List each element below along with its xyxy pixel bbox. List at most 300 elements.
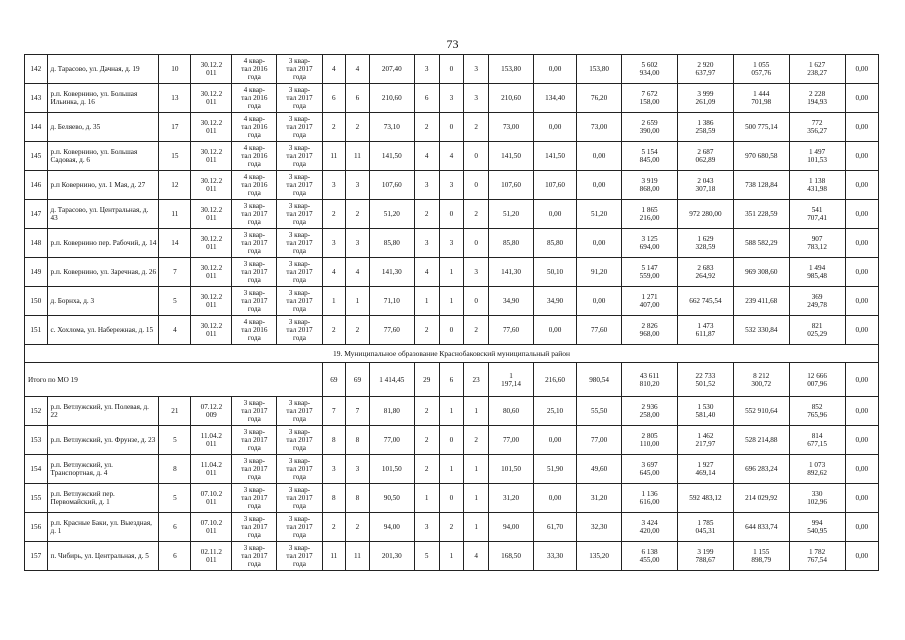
cell-area-2: 107,60 xyxy=(534,171,577,200)
cell-date: 30.12.2 011 xyxy=(191,200,232,229)
cell-quarter-end: 3 квар- тал 2017 года xyxy=(277,542,322,571)
cell-total-area: 51,20 xyxy=(369,200,414,229)
cell-quarter-end: 3 квар- тал 2017 года xyxy=(277,258,322,287)
total-cell-a: 69 xyxy=(322,363,346,397)
cell-cost-fund: 592 483,12 xyxy=(677,484,733,513)
cell-row-number: 145 xyxy=(25,142,48,171)
cell-date: 30.12.2 011 xyxy=(191,84,232,113)
cell-count-a: 2 xyxy=(322,200,346,229)
cell-quarter-start: 4 квар- тал 2016 года xyxy=(232,316,277,345)
cell-area-1: 73,00 xyxy=(488,113,533,142)
cell-area-3: 76,20 xyxy=(577,84,622,113)
cell-cost-other: 0,00 xyxy=(845,229,878,258)
cell-area-2: 34,90 xyxy=(534,287,577,316)
cell-count-a: 8 xyxy=(322,484,346,513)
cell-year-built: 14 xyxy=(159,229,191,258)
cell-address: р.п. Ветлужский пер. Первомайский, д. 1 xyxy=(47,484,159,513)
cell-year-built: 21 xyxy=(159,397,191,426)
cell-quarter-start: 3 квар- тал 2017 года xyxy=(232,397,277,426)
cell-count-a: 2 xyxy=(322,513,346,542)
cell-cost-fund: 2 683 264,92 xyxy=(677,258,733,287)
total-cell-b: 69 xyxy=(346,363,370,397)
cell-area-3: 0,00 xyxy=(577,229,622,258)
cell-address: р.п. Ветлужский, ул. Фрунзе, д. 23 xyxy=(47,426,159,455)
cell-count-d: 1 xyxy=(439,258,464,287)
cell-quarter-start: 4 квар- тал 2016 года xyxy=(232,55,277,84)
table-row xyxy=(25,287,879,316)
cell-count-d: 0 xyxy=(439,113,464,142)
cell-count-e: 2 xyxy=(464,316,489,345)
cell-address: р.п Ковернино, ул. 1 Мая, д. 27 xyxy=(47,171,159,200)
cell-year-built: 5 xyxy=(159,484,191,513)
cell-count-a: 2 xyxy=(322,316,346,345)
cell-cost-fund: 1 785 045,31 xyxy=(677,513,733,542)
cell-cost-region: 969 308,60 xyxy=(733,258,789,287)
cell-area-2: 0,00 xyxy=(534,200,577,229)
cell-quarter-end: 3 квар- тал 2017 года xyxy=(277,142,322,171)
cell-area-2: 0,00 xyxy=(534,113,577,142)
cell-cost-local: 330 102,96 xyxy=(789,484,845,513)
cell-cost-fund: 662 745,54 xyxy=(677,287,733,316)
cell-count-a: 7 xyxy=(322,397,346,426)
total-cell-s2: 216,60 xyxy=(534,363,577,397)
cell-count-b: 7 xyxy=(346,397,370,426)
cell-area-2: 0,00 xyxy=(534,426,577,455)
cell-quarter-start: 4 квар- тал 2016 года xyxy=(232,113,277,142)
cell-row-number: 149 xyxy=(25,258,48,287)
cell-count-c: 2 xyxy=(414,113,439,142)
cell-count-b: 6 xyxy=(346,84,370,113)
total-cell-z: 0,00 xyxy=(845,363,878,397)
table-row xyxy=(25,200,879,229)
cell-count-e: 2 xyxy=(464,426,489,455)
total-cell-m2: 22 733 501,52 xyxy=(677,363,733,397)
cell-count-c: 3 xyxy=(414,513,439,542)
cell-count-c: 1 xyxy=(414,484,439,513)
cell-quarter-end: 3 квар- тал 2017 года xyxy=(277,397,322,426)
cell-count-b: 8 xyxy=(346,426,370,455)
cell-cost-local: 852 765,96 xyxy=(789,397,845,426)
cell-cost-local: 1 073 892,62 xyxy=(789,455,845,484)
cell-count-e: 1 xyxy=(464,513,489,542)
cell-cost-local: 369 249,78 xyxy=(789,287,845,316)
cell-area-3: 73,00 xyxy=(577,113,622,142)
cell-cost-total: 1 271 407,00 xyxy=(622,287,678,316)
cell-count-d: 1 xyxy=(439,455,464,484)
cell-count-b: 4 xyxy=(346,55,370,84)
cell-address: р.п. Ветлужский, ул. Транспортная, д. 4 xyxy=(47,455,159,484)
table-row xyxy=(25,171,879,200)
cell-quarter-start: 3 квар- тал 2017 года xyxy=(232,542,277,571)
cell-total-area: 85,80 xyxy=(369,229,414,258)
cell-total-area: 73,10 xyxy=(369,113,414,142)
cell-date: 11.04.2 011 xyxy=(191,455,232,484)
cell-quarter-end: 3 квар- тал 2017 года xyxy=(277,113,322,142)
cell-count-d: 4 xyxy=(439,142,464,171)
cell-total-area: 77,60 xyxy=(369,316,414,345)
cell-count-b: 3 xyxy=(346,171,370,200)
cell-count-e: 0 xyxy=(464,287,489,316)
table-row xyxy=(25,542,879,571)
cell-total-area: 107,60 xyxy=(369,171,414,200)
cell-area-3: 0,00 xyxy=(577,171,622,200)
cell-area-1: 153,80 xyxy=(488,55,533,84)
cell-cost-local: 1 497 101,53 xyxy=(789,142,845,171)
cell-count-a: 1 xyxy=(322,287,346,316)
cell-count-d: 1 xyxy=(439,397,464,426)
cell-count-c: 2 xyxy=(414,316,439,345)
cell-cost-region: 351 228,59 xyxy=(733,200,789,229)
cell-cost-fund: 3 999 261,09 xyxy=(677,84,733,113)
cell-count-a: 3 xyxy=(322,455,346,484)
cell-count-b: 2 xyxy=(346,200,370,229)
cell-cost-fund: 2 920 637,97 xyxy=(677,55,733,84)
cell-total-area: 77,00 xyxy=(369,426,414,455)
cell-count-d: 0 xyxy=(439,316,464,345)
cell-year-built: 6 xyxy=(159,513,191,542)
cell-count-a: 3 xyxy=(322,171,346,200)
cell-count-e: 3 xyxy=(464,258,489,287)
cell-area-2: 33,30 xyxy=(534,542,577,571)
table-body xyxy=(25,55,879,571)
cell-count-e: 1 xyxy=(464,455,489,484)
cell-cost-other: 0,00 xyxy=(845,84,878,113)
cell-total-area: 201,30 xyxy=(369,542,414,571)
cell-cost-fund: 3 199 788,67 xyxy=(677,542,733,571)
cell-count-d: 3 xyxy=(439,229,464,258)
cell-cost-total: 2 826 968,00 xyxy=(622,316,678,345)
total-cell-c: 29 xyxy=(414,363,439,397)
cell-area-1: 141,50 xyxy=(488,142,533,171)
cell-quarter-start: 3 квар- тал 2017 года xyxy=(232,484,277,513)
cell-year-built: 5 xyxy=(159,426,191,455)
cell-cost-other: 0,00 xyxy=(845,55,878,84)
cell-cost-region: 1 055 057,76 xyxy=(733,55,789,84)
cell-cost-fund: 2 043 307,18 xyxy=(677,171,733,200)
cell-address: д. Тарасово, ул. Дачная, д. 19 xyxy=(47,55,159,84)
cell-row-number: 146 xyxy=(25,171,48,200)
cell-count-b: 8 xyxy=(346,484,370,513)
cell-area-1: 34,90 xyxy=(488,287,533,316)
cell-cost-other: 0,00 xyxy=(845,171,878,200)
cell-row-number: 153 xyxy=(25,426,48,455)
cell-date: 30.12.2 011 xyxy=(191,55,232,84)
cell-quarter-end: 3 квар- тал 2017 года xyxy=(277,229,322,258)
cell-row-number: 142 xyxy=(25,55,48,84)
cell-count-c: 6 xyxy=(414,84,439,113)
cell-cost-other: 0,00 xyxy=(845,513,878,542)
cell-cost-fund: 1 530 581,40 xyxy=(677,397,733,426)
cell-cost-local: 1 627 238,27 xyxy=(789,55,845,84)
cell-cost-total: 1 865 216,00 xyxy=(622,200,678,229)
total-cell-e: 23 xyxy=(464,363,489,397)
cell-area-2: 0,00 xyxy=(534,484,577,513)
cell-count-e: 1 xyxy=(464,397,489,426)
cell-address: р.п. Ветлужский, ул. Полевая, д. 22 xyxy=(47,397,159,426)
cell-total-area: 141,50 xyxy=(369,142,414,171)
cell-year-built: 8 xyxy=(159,455,191,484)
table-row xyxy=(25,397,879,426)
cell-area-2: 141,50 xyxy=(534,142,577,171)
cell-area-1: 107,60 xyxy=(488,171,533,200)
cell-row-number: 157 xyxy=(25,542,48,571)
cell-total-area: 141,30 xyxy=(369,258,414,287)
total-cell-s1: 1 197,14 xyxy=(488,363,533,397)
cell-count-d: 0 xyxy=(439,484,464,513)
cell-count-c: 3 xyxy=(414,229,439,258)
cell-area-3: 77,60 xyxy=(577,316,622,345)
cell-address: д. Тарасово, ул. Центральная, д. 43 xyxy=(47,200,159,229)
cell-address: р.п. Ковернино пер. Рабочий, д. 14 xyxy=(47,229,159,258)
cell-cost-total: 6 138 455,00 xyxy=(622,542,678,571)
cell-year-built: 5 xyxy=(159,287,191,316)
cell-count-e: 2 xyxy=(464,113,489,142)
cell-total-area: 101,50 xyxy=(369,455,414,484)
table-row xyxy=(25,426,879,455)
cell-cost-other: 0,00 xyxy=(845,426,878,455)
cell-cost-total: 5 147 559,00 xyxy=(622,258,678,287)
cell-cost-fund: 1 462 217,97 xyxy=(677,426,733,455)
cell-count-d: 0 xyxy=(439,200,464,229)
cell-date: 30.12.2 011 xyxy=(191,287,232,316)
cell-count-c: 4 xyxy=(414,258,439,287)
cell-cost-fund: 2 687 062,89 xyxy=(677,142,733,171)
cell-count-a: 4 xyxy=(322,55,346,84)
cell-count-b: 2 xyxy=(346,513,370,542)
table-row xyxy=(25,142,879,171)
cell-cost-fund: 972 280,00 xyxy=(677,200,733,229)
cell-row-number: 155 xyxy=(25,484,48,513)
cell-total-area: 210,60 xyxy=(369,84,414,113)
cell-count-a: 3 xyxy=(322,229,346,258)
cell-area-3: 0,00 xyxy=(577,287,622,316)
cell-cost-local: 1 494 985,48 xyxy=(789,258,845,287)
cell-year-built: 12 xyxy=(159,171,191,200)
cell-area-1: 85,80 xyxy=(488,229,533,258)
total-cell-s3: 980,54 xyxy=(577,363,622,397)
cell-count-b: 1 xyxy=(346,287,370,316)
cell-cost-region: 588 582,29 xyxy=(733,229,789,258)
cell-count-b: 2 xyxy=(346,113,370,142)
cell-count-d: 3 xyxy=(439,84,464,113)
cell-quarter-start: 3 квар- тал 2017 года xyxy=(232,200,277,229)
cell-row-number: 144 xyxy=(25,113,48,142)
cell-year-built: 10 xyxy=(159,55,191,84)
total-cell-m1: 43 611 810,20 xyxy=(622,363,678,397)
cell-count-b: 3 xyxy=(346,229,370,258)
cell-cost-fund: 1 473 611,87 xyxy=(677,316,733,345)
cell-count-a: 8 xyxy=(322,426,346,455)
cell-area-2: 51,90 xyxy=(534,455,577,484)
cell-address: п. Чибирь, ул. Центральная, д. 5 xyxy=(47,542,159,571)
cell-cost-local: 821 025,29 xyxy=(789,316,845,345)
cell-area-1: 141,30 xyxy=(488,258,533,287)
cell-date: 30.12.2 011 xyxy=(191,142,232,171)
cell-count-a: 11 xyxy=(322,142,346,171)
table-row xyxy=(25,513,879,542)
cell-date: 30.12.2 011 xyxy=(191,113,232,142)
cell-area-3: 135,20 xyxy=(577,542,622,571)
table-row xyxy=(25,84,879,113)
cell-cost-region: 696 283,24 xyxy=(733,455,789,484)
cell-year-built: 11 xyxy=(159,200,191,229)
cell-cost-local: 2 228 194,93 xyxy=(789,84,845,113)
cell-cost-region: 500 775,14 xyxy=(733,113,789,142)
cell-quarter-start: 3 квар- тал 2017 года xyxy=(232,258,277,287)
cell-cost-other: 0,00 xyxy=(845,397,878,426)
cell-cost-region: 239 411,68 xyxy=(733,287,789,316)
cell-count-d: 0 xyxy=(439,426,464,455)
cell-area-1: 94,00 xyxy=(488,513,533,542)
section-title: 19. Муниципальное образование Краснобаковский муниципальный район xyxy=(25,345,879,363)
cell-area-2: 0,00 xyxy=(534,55,577,84)
cell-cost-other: 0,00 xyxy=(845,484,878,513)
cell-count-b: 3 xyxy=(346,455,370,484)
table-row xyxy=(25,229,879,258)
cell-year-built: 7 xyxy=(159,258,191,287)
cell-area-2: 50,10 xyxy=(534,258,577,287)
cell-cost-total: 7 672 158,00 xyxy=(622,84,678,113)
cell-quarter-end: 3 квар- тал 2017 года xyxy=(277,171,322,200)
cell-count-a: 2 xyxy=(322,113,346,142)
cell-count-c: 3 xyxy=(414,171,439,200)
cell-area-3: 55,50 xyxy=(577,397,622,426)
cell-row-number: 154 xyxy=(25,455,48,484)
cell-total-area: 207,40 xyxy=(369,55,414,84)
cell-cost-other: 0,00 xyxy=(845,287,878,316)
cell-address: р.п. Ковернино, ул. Большая Ильинка, д. 16 xyxy=(47,84,159,113)
cell-address: д. Борнха, д. 3 xyxy=(47,287,159,316)
cell-cost-region: 1 155 898,79 xyxy=(733,542,789,571)
cell-cost-total: 1 136 616,00 xyxy=(622,484,678,513)
cell-year-built: 15 xyxy=(159,142,191,171)
cell-area-1: 101,50 xyxy=(488,455,533,484)
cell-count-e: 0 xyxy=(464,171,489,200)
cell-cost-total: 5 602 934,00 xyxy=(622,55,678,84)
cell-row-number: 151 xyxy=(25,316,48,345)
cell-cost-total: 3 125 694,00 xyxy=(622,229,678,258)
total-row xyxy=(25,363,879,397)
cell-count-b: 4 xyxy=(346,258,370,287)
cell-area-1: 31,20 xyxy=(488,484,533,513)
cell-quarter-start: 3 квар- тал 2017 года xyxy=(232,229,277,258)
cell-count-e: 4 xyxy=(464,542,489,571)
cell-count-b: 11 xyxy=(346,542,370,571)
cell-quarter-end: 3 квар- тал 2017 года xyxy=(277,426,322,455)
cell-area-2: 85,80 xyxy=(534,229,577,258)
cell-date: 07.12.2 009 xyxy=(191,397,232,426)
cell-address: р.п. Красные Баки, ул. Выездная, д. 1 xyxy=(47,513,159,542)
cell-quarter-end: 3 квар- тал 2017 года xyxy=(277,455,322,484)
cell-area-3: 0,00 xyxy=(577,142,622,171)
cell-total-area: 71,10 xyxy=(369,287,414,316)
cell-count-e: 2 xyxy=(464,200,489,229)
cell-cost-total: 5 154 845,00 xyxy=(622,142,678,171)
cell-date: 07.10.2 011 xyxy=(191,484,232,513)
cell-row-number: 156 xyxy=(25,513,48,542)
cell-count-a: 4 xyxy=(322,258,346,287)
cell-count-e: 3 xyxy=(464,84,489,113)
cell-cost-region: 970 680,58 xyxy=(733,142,789,171)
cell-area-3: 31,20 xyxy=(577,484,622,513)
cell-date: 30.12.2 011 xyxy=(191,171,232,200)
table-row xyxy=(25,113,879,142)
cell-cost-total: 3 919 868,00 xyxy=(622,171,678,200)
cell-cost-fund: 1 629 328,59 xyxy=(677,229,733,258)
table-row xyxy=(25,258,879,287)
cell-cost-local: 541 707,41 xyxy=(789,200,845,229)
cell-count-c: 5 xyxy=(414,542,439,571)
cell-count-b: 11 xyxy=(346,142,370,171)
cell-cost-total: 3 697 645,00 xyxy=(622,455,678,484)
cell-quarter-end: 3 квар- тал 2017 года xyxy=(277,55,322,84)
table-row xyxy=(25,455,879,484)
cell-cost-fund: 1 927 469,14 xyxy=(677,455,733,484)
cell-row-number: 152 xyxy=(25,397,48,426)
cell-cost-region: 1 444 701,98 xyxy=(733,84,789,113)
cell-row-number: 147 xyxy=(25,200,48,229)
cell-quarter-start: 3 квар- тал 2017 года xyxy=(232,455,277,484)
cell-count-c: 4 xyxy=(414,142,439,171)
cell-cost-region: 738 128,84 xyxy=(733,171,789,200)
cell-quarter-start: 3 квар- тал 2017 года xyxy=(232,426,277,455)
table-row xyxy=(25,55,879,84)
cell-total-area: 94,00 xyxy=(369,513,414,542)
cell-address: с. Хохлома, ул. Набережная, д. 15 xyxy=(47,316,159,345)
cell-quarter-start: 3 квар- тал 2017 года xyxy=(232,287,277,316)
cell-total-area: 81,80 xyxy=(369,397,414,426)
cell-area-3: 32,30 xyxy=(577,513,622,542)
cell-year-built: 6 xyxy=(159,542,191,571)
cell-cost-region: 552 910,64 xyxy=(733,397,789,426)
cell-area-1: 77,60 xyxy=(488,316,533,345)
cell-count-d: 1 xyxy=(439,542,464,571)
cell-row-number: 150 xyxy=(25,287,48,316)
cell-cost-local: 1 782 767,54 xyxy=(789,542,845,571)
cell-area-3: 153,80 xyxy=(577,55,622,84)
cell-area-1: 168,50 xyxy=(488,542,533,571)
cell-quarter-end: 3 квар- тал 2017 года xyxy=(277,484,322,513)
cell-cost-other: 0,00 xyxy=(845,258,878,287)
cell-area-2: 25,10 xyxy=(534,397,577,426)
cell-quarter-end: 3 квар- тал 2017 года xyxy=(277,200,322,229)
table-row xyxy=(25,484,879,513)
cell-date: 30.12.2 011 xyxy=(191,316,232,345)
cell-date: 30.12.2 011 xyxy=(191,229,232,258)
cell-row-number: 143 xyxy=(25,84,48,113)
cell-quarter-start: 4 квар- тал 2016 года xyxy=(232,84,277,113)
cell-cost-region: 214 029,92 xyxy=(733,484,789,513)
cell-year-built: 17 xyxy=(159,113,191,142)
cell-count-e: 1 xyxy=(464,484,489,513)
cell-date: 11.04.2 011 xyxy=(191,426,232,455)
cell-cost-total: 2 659 390,00 xyxy=(622,113,678,142)
section-row xyxy=(25,345,879,363)
cell-cost-region: 644 833,74 xyxy=(733,513,789,542)
cell-area-3: 77,00 xyxy=(577,426,622,455)
cell-count-c: 3 xyxy=(414,55,439,84)
cell-cost-total: 2 805 110,00 xyxy=(622,426,678,455)
cell-quarter-end: 3 квар- тал 2017 года xyxy=(277,84,322,113)
housing-table-wrapper xyxy=(24,54,879,634)
cell-cost-other: 0,00 xyxy=(845,455,878,484)
cell-area-1: 51,20 xyxy=(488,200,533,229)
cell-date: 30.12.2 011 xyxy=(191,258,232,287)
cell-cost-local: 814 677,15 xyxy=(789,426,845,455)
cell-cost-local: 1 138 431,98 xyxy=(789,171,845,200)
page-number: 73 xyxy=(446,37,459,51)
cell-count-b: 2 xyxy=(346,316,370,345)
